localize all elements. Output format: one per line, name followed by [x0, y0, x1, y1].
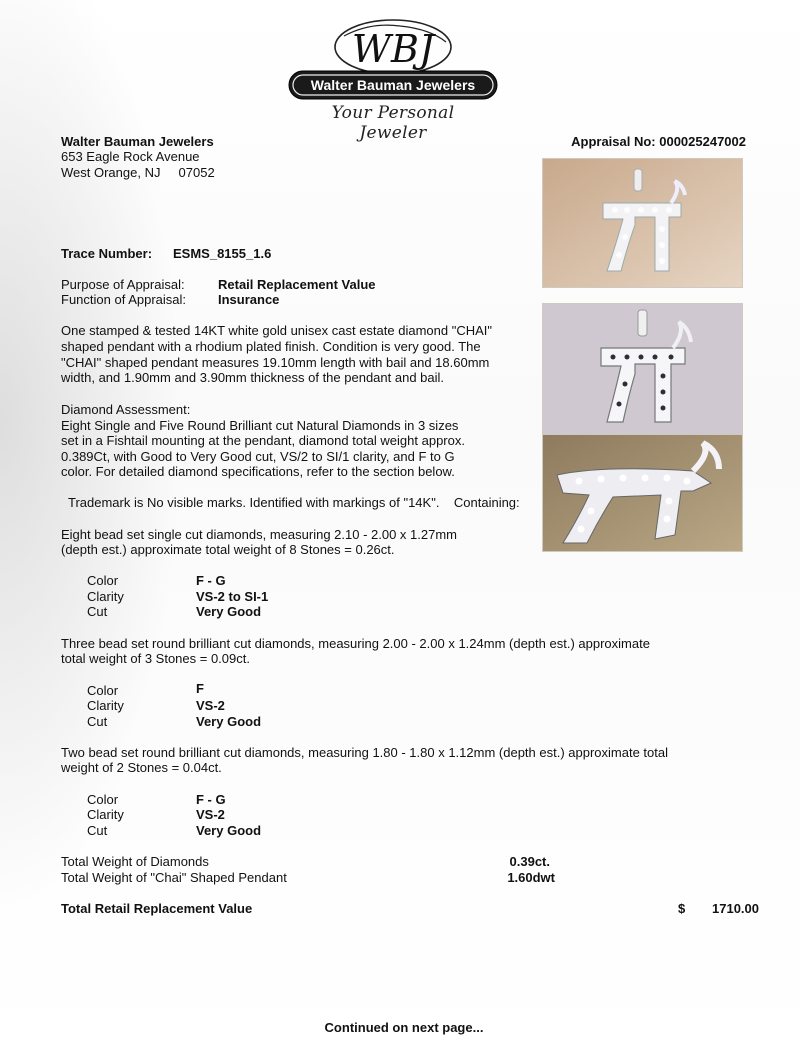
total-diamond-weight-value: 0.39ct. [509, 854, 550, 869]
clarity-label: Clarity [87, 698, 124, 713]
diamond-group-line: (depth est.) approximate total weight of 8 Stones = 0.26ct. [61, 542, 395, 557]
assessment-line: set in a Fishtail mounting at the pendant, diamond total weight approx. [61, 433, 465, 448]
diamond-group-line: Eight bead set single cut diamonds, measuring 2.10 - 2.00 x 1.27mm [61, 527, 457, 542]
trace-number-label: Trace Number: [61, 246, 153, 261]
diamond-group-line: total weight of 3 Stones = 0.09ct. [61, 651, 250, 666]
currency-symbol: $ [678, 901, 686, 916]
total-retail-value-label: Total Retail Replacement Value [61, 901, 253, 916]
clarity-value: VS-2 to SI-1 [196, 589, 269, 604]
total-pendant-weight-value: 1.60dwt [507, 870, 555, 885]
continued-footer: Continued on next page... [324, 1020, 484, 1035]
trace-number-value: ESMS_8155_1.6 [173, 246, 272, 261]
total-pendant-weight-label: Total Weight of "Chai" Shaped Pendant [61, 870, 287, 885]
color-label: Color [87, 683, 119, 698]
address-line-2: West Orange, NJ 07052 [61, 165, 215, 180]
assessment-line: color. For detailed diamond specifications, refer to the section below. [61, 464, 455, 479]
monogram-text: WBJ [351, 27, 435, 71]
cut-label: Cut [87, 823, 108, 838]
description-line: width, and 1.90mm and 3.90mm thickness of the pendant and bail. [61, 370, 445, 385]
cut-value: Very Good [196, 604, 262, 619]
purpose-value: Retail Replacement Value [218, 277, 376, 292]
color-label: Color [87, 573, 119, 588]
color-value: F - G [196, 792, 226, 807]
cut-label: Cut [87, 714, 108, 729]
clarity-value: VS-2 [196, 807, 225, 822]
assessment-line: Eight Single and Five Round Brilliant cut Natural Diamonds in 3 sizes [61, 418, 459, 433]
company-banner-logo [288, 70, 498, 100]
pendant-photo-back [542, 303, 743, 435]
logo-tagline: Your Personal Jeweler [331, 103, 455, 143]
total-diamond-weight-label: Total Weight of Diamonds [61, 854, 209, 869]
assessment-heading: Diamond Assessment: [61, 402, 191, 417]
purpose-label: Purpose of Appraisal: [61, 277, 185, 292]
clarity-label: Clarity [87, 807, 124, 822]
pendant-photo-angled [542, 434, 743, 552]
diamond-group-line: Three bead set round brilliant cut diamonds, measuring 2.00 - 2.00 x 1.24mm (depth est.) approximate [61, 636, 650, 651]
description-line: One stamped & tested 14KT white gold unisex cast estate diamond "CHAI" [61, 323, 492, 338]
description-line: shaped pendant with a rhodium plated finish. Condition is very good. The [61, 339, 481, 354]
color-value: F [196, 681, 204, 696]
appraisal-number: Appraisal No: 000025247002 [571, 134, 746, 149]
function-value: Insurance [218, 292, 280, 307]
clarity-value: VS-2 [196, 698, 225, 713]
assessment-line: 0.389Ct, with Good to Very Good cut, VS/2 to SI/1 clarity, and F to G [61, 449, 455, 464]
address-line-1: 653 Eagle Rock Avenue [61, 149, 200, 164]
total-retail-value: 1710.00 [712, 901, 759, 916]
clarity-label: Clarity [87, 589, 124, 604]
pendant-photo-front [542, 158, 743, 288]
wbj-monogram-logo [330, 16, 456, 78]
description-line: "CHAI" shaped pendant measures 19.10mm length with bail and 18.60mm [61, 355, 490, 370]
color-value: F - G [196, 573, 226, 588]
trademark-line: Trademark is No visible marks. Identified with markings of "14K". Containing: [68, 495, 520, 510]
cut-label: Cut [87, 604, 108, 619]
diamond-group-line: weight of 2 Stones = 0.04ct. [61, 760, 222, 775]
banner-text: Walter Bauman Jewelers [310, 77, 476, 93]
cut-value: Very Good [196, 823, 262, 838]
function-label: Function of Appraisal: [61, 292, 187, 307]
color-label: Color [87, 792, 119, 807]
diamond-group-line: Two bead set round brilliant cut diamonds, measuring 1.80 - 1.80 x 1.12mm (depth est.) approximate total [61, 745, 668, 760]
cut-value: Very Good [196, 714, 262, 729]
company-name: Walter Bauman Jewelers [61, 134, 214, 149]
